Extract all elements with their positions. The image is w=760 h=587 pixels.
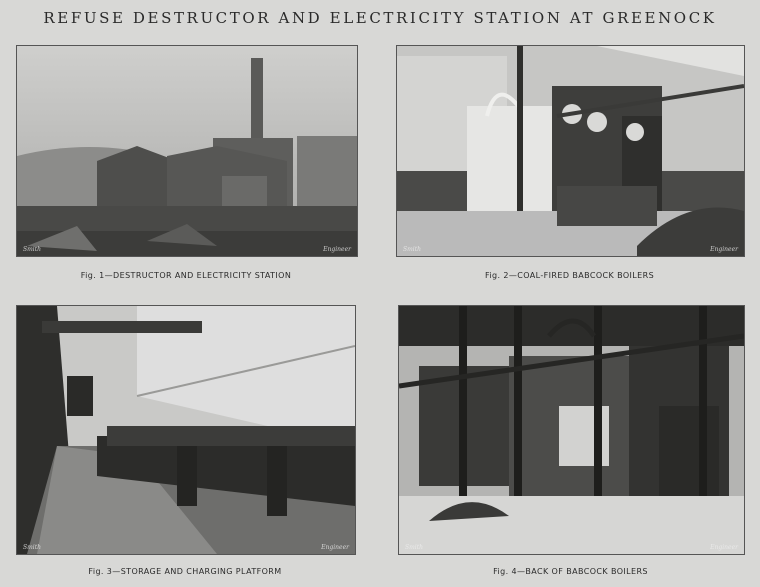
figure-3-caption: Fig. 3—STORAGE AND CHARGING PLATFORM <box>88 567 282 576</box>
photo-signature: Smith <box>405 544 423 551</box>
photo-signature: Smith <box>23 544 41 551</box>
page-title: REFUSE DESTRUCTOR AND ELECTRICITY STATION AT GREENOCK <box>43 9 717 27</box>
photo-credit: Engineer <box>710 544 738 551</box>
figure-2-caption: Fig. 2—COAL-FIRED BABCOCK BOILERS <box>484 271 655 280</box>
photo-credit: Engineer <box>710 246 738 253</box>
figure-4-caption: Fig. 4—BACK OF BABCOCK BOILERS <box>493 567 648 576</box>
figure-1-caption: Fig. 1—DESTRUCTOR AND ELECTRICITY STATION <box>80 271 292 280</box>
photo-signature: Smith <box>403 246 421 253</box>
figure-1-photo <box>16 45 358 257</box>
figure-2-photo <box>396 45 745 257</box>
photo-credit: Engineer <box>323 246 351 253</box>
photo-signature: Smith <box>23 246 41 253</box>
figure-4-photo <box>398 305 745 555</box>
photo-credit: Engineer <box>321 544 349 551</box>
figure-3-photo <box>16 305 356 555</box>
